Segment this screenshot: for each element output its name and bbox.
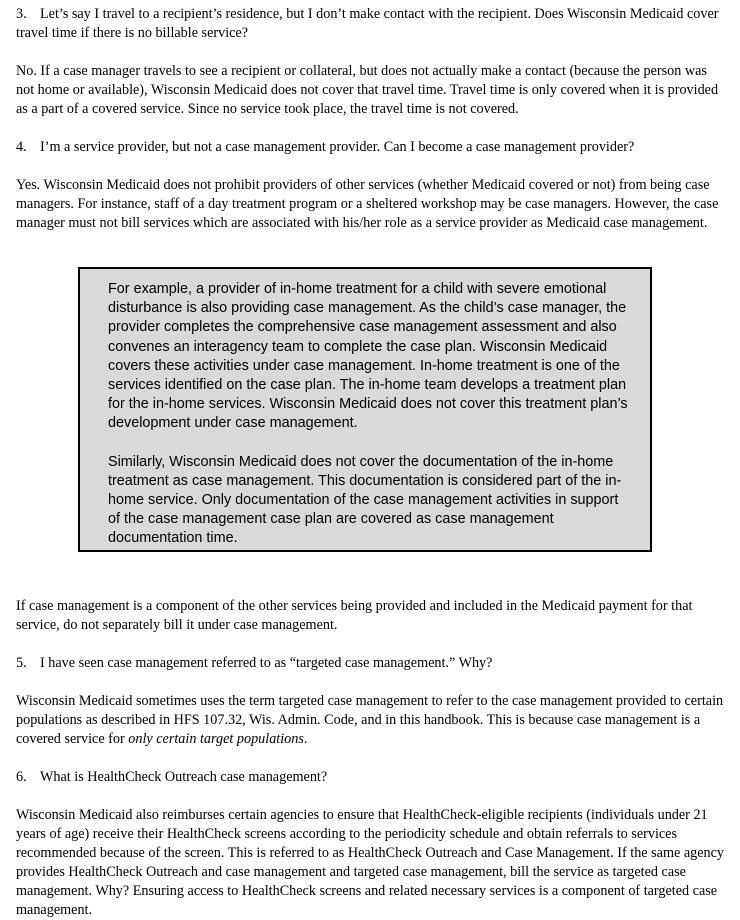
emphasized-text: only certain target populations <box>128 731 304 747</box>
answer-6: Wisconsin Medicaid also reimburses certain agencies to ensure that HealthCheck-eligible recipients (individuals under 21 years of age) receive their HealthCheck screens according to the periodicity schedule and obtain referrals to services recommended because of the screen. This is referred to as HealthCheck Outreach and Case Management. If the same agency provides HealthCheck Outreach and case management and targeted case management, bill the service as targeted case management. Why? Ensuring access to HealthCheck screens and related necessary services is a component of targeted case management. <box>16 807 725 918</box>
question-3 <box>16 5 728 43</box>
question-text: I have seen case management referred to as “targeted case management.” Why? <box>40 655 493 671</box>
callout-paragraph-1: For example, a provider of in-home treatment for a child with severe emotional disturbance is also providing case management. As the child’s case manager, the provider completes the comprehensive case management assessment and also convenes an interagency team to complete the case plan. Wisconsin Medicaid covers these activities under case management. In-home treatment is one of the services identified on the case plan. The in-home team develops a treatment plan for the in-home services. Wisconsin Medicaid does not cover this treatment plan’s development under case management. <box>108 281 628 432</box>
question-text: I’m a service provider, but not a case management provider. Can I become a case management provider? <box>40 139 635 155</box>
question-text: Let’s say I travel to a recipient’s residence, but I don’t make contact with the recipient. Does Wisconsin Medicaid cover travel time if there is no billable service? <box>16 6 719 41</box>
question-number: 3. <box>16 6 27 22</box>
question-text: What is HealthCheck Outreach case management? <box>40 769 328 785</box>
question-number: 4. <box>16 139 27 155</box>
answer-4: Yes. Wisconsin Medicaid does not prohibit providers of other services (whether Medicaid covered or not) from being case managers. For instance, staff of a day treatment program or a sheltered workshop may be case managers. However, the case manager must not bill services which are associated with his/her role as a service provider as Medicaid case management. <box>16 177 719 231</box>
question-number: 5. <box>16 655 27 671</box>
answer-text-end: . <box>303 731 308 747</box>
component-note: If case management is a component of the other services being provided and included in the Medicaid payment for that service, do not separately bill it under case management. <box>16 598 693 633</box>
answer-text: Wisconsin Medicaid sometimes uses the term targeted case management to refer to the case management provided to certain populations as described in HFS 107.32, Wis. Admin. Code, and in this handbook. This is because case management is a covered service for <box>16 693 724 747</box>
answer-5 <box>16 692 728 749</box>
question-6 <box>16 768 728 787</box>
answer-3: No. If a case manager travels to see a recipient or collateral, but does not actually make a contact (because the person was not home or available), Wisconsin Medicaid does not cover that travel time. Travel time is only covered when it is provided as a part of a covered service. Since no service took place, the travel time is not covered. <box>16 63 719 117</box>
example-callout-box <box>78 267 652 552</box>
callout-paragraph-2: Similarly, Wisconsin Medicaid does not cover the documentation of the in-home treatment as case management. This documentation is considered part of the in-home service. Only documentation of the case management activities in support of the case management case plan are covered as case management documentation time. <box>108 453 622 547</box>
question-5 <box>16 654 728 673</box>
question-4 <box>16 138 728 157</box>
question-number: 6. <box>16 769 27 785</box>
